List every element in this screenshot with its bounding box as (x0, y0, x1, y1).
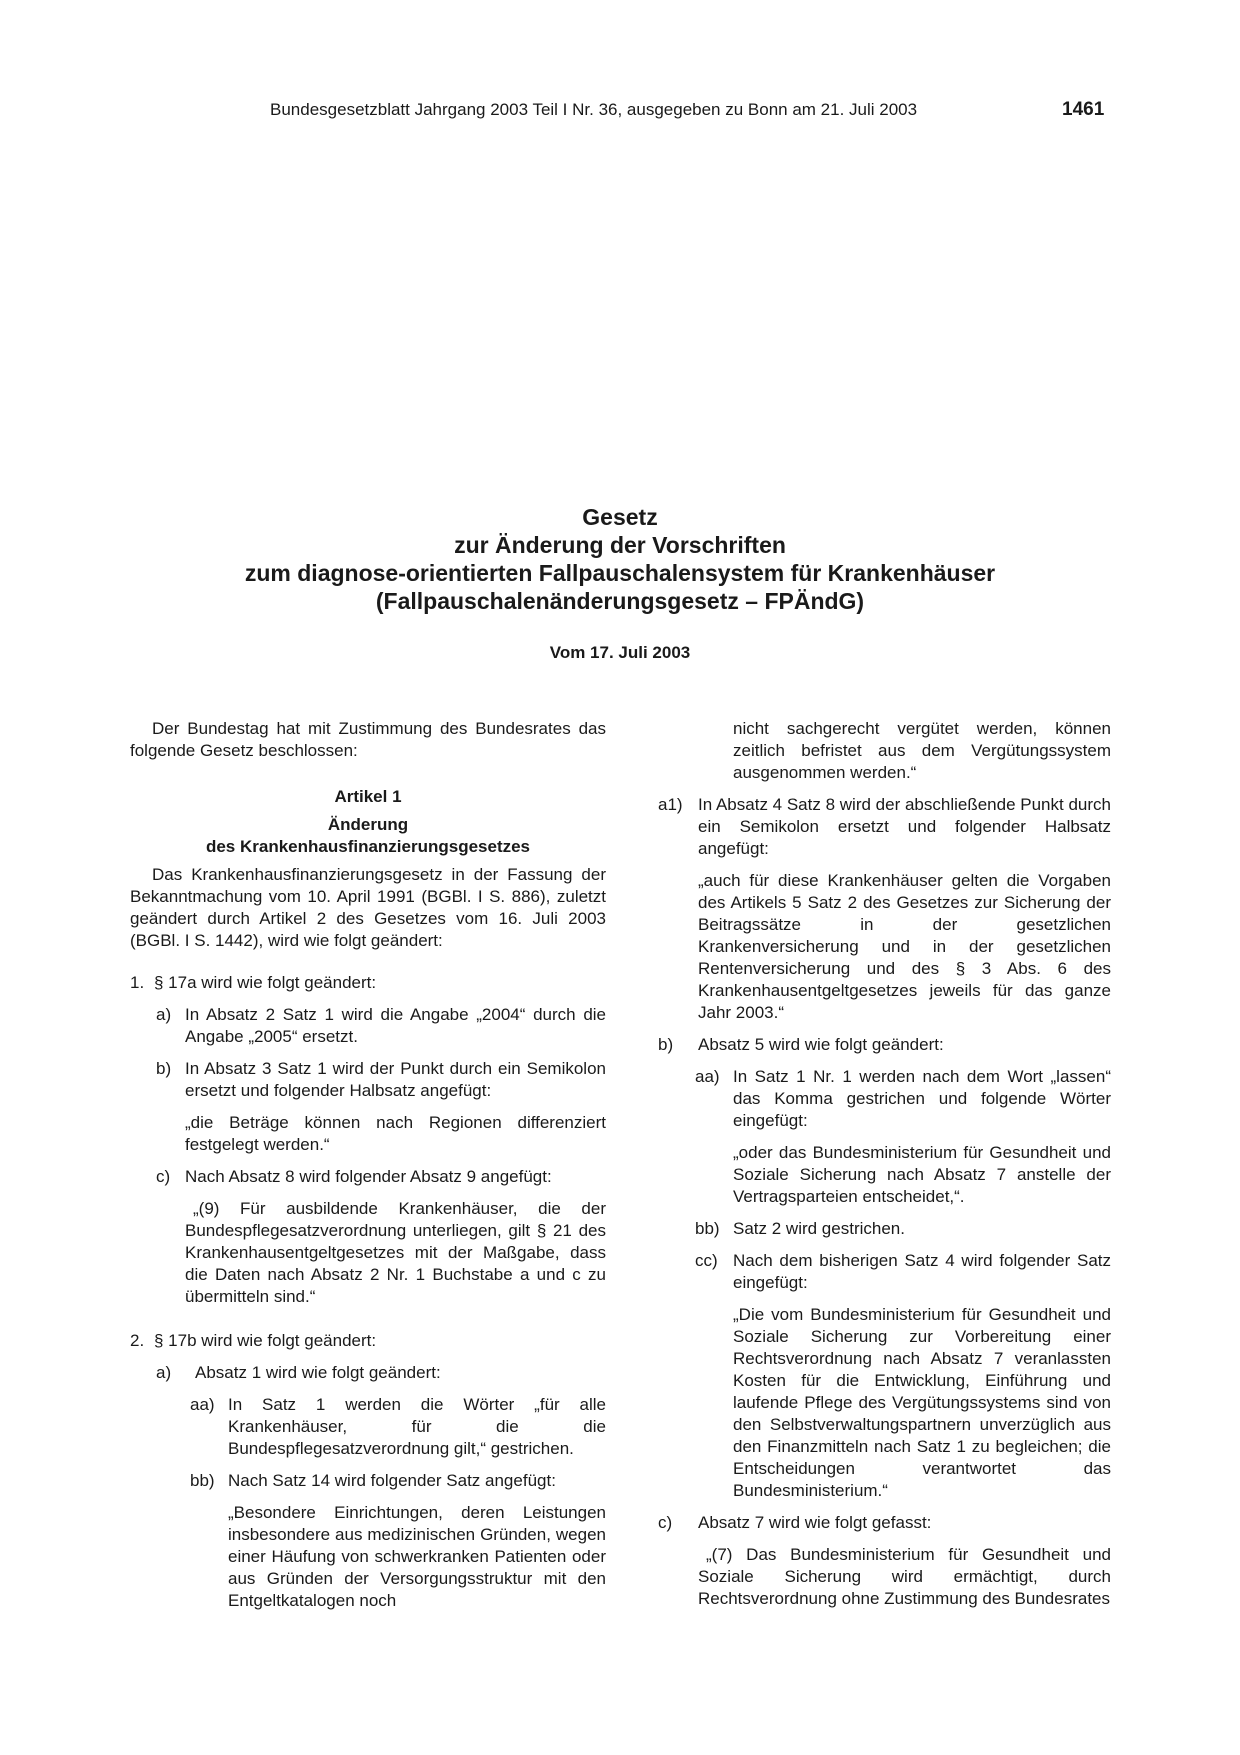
item-text: In Satz 1 Nr. 1 werden nach dem Wort „lassen“ das Komma gestrichen und folgende Wörter eingefügt: (733, 1067, 1111, 1130)
item-label: a) (156, 1363, 172, 1382)
quote-block: „(7) Das Bundesministerium für Gesundheit und Soziale Sicherung wird ermächtigt, durch Rechtsverordnung ohne Zustimmung des Bundesrates (698, 1545, 1111, 1608)
item-text: Absatz 1 wird wie folgt geändert: (195, 1363, 441, 1382)
article-title-line-2: des Krankenhausfinanzierungsgesetzes (205, 837, 531, 856)
list-item (130, 1330, 606, 1352)
page-number: 1461 (1062, 99, 1105, 120)
item-label: a) (156, 1005, 172, 1024)
item-label: c) (156, 1167, 171, 1186)
law-date: Vom 17. Juli 2003 (549, 643, 691, 662)
quote-continuation: nicht sachgerecht vergütet werden, können zeitlich befristet aus dem Vergütungssystem ausgenommen werden.“ (733, 719, 1111, 782)
item-label: bb) (190, 1471, 215, 1490)
item-text: Nach dem bisherigen Satz 4 wird folgender Satz eingefügt: (733, 1251, 1111, 1292)
header-text: Bundesgesetzblatt Jahrgang 2003 Teil I Nr. 36, ausgegeben zu Bonn am 21. Juli 2003 (270, 100, 918, 119)
title-line-4: (Fallpauschalenänderungsgesetz – FPÄndG) (375, 588, 865, 614)
item-text: Nach Satz 14 wird folgender Satz angefügt: (228, 1471, 556, 1490)
item-label: c) (658, 1513, 673, 1532)
item-text: Nach Absatz 8 wird folgender Absatz 9 angefügt: (185, 1167, 552, 1186)
item-text: § 17b wird wie folgt geändert: (154, 1331, 377, 1350)
running-header (0, 100, 1240, 124)
item-label: 2. (130, 1331, 145, 1350)
item-label: b) (658, 1035, 674, 1054)
item-label: bb) (695, 1219, 720, 1238)
list-item (130, 1166, 606, 1188)
list-item (658, 1066, 1111, 1132)
title-line-2: zur Änderung der Vorschriften (454, 532, 786, 558)
list-item (658, 1250, 1111, 1294)
item-text: In Satz 1 werden die Wörter „für alle Krankenhäuser, für die die Bundespflegesatzverordnung gilt,“ gestrichen. (228, 1395, 606, 1458)
item-text: In Absatz 3 Satz 1 wird der Punkt durch ein Semikolon ersetzt und folgender Halbsatz angefügt: (185, 1059, 606, 1100)
quote-block: „auch für diese Krankenhäuser gelten die Vorgaben des Artikels 5 Satz 2 des Gesetzes zur Sicherung der Beitragssätze in der gesetzlichen Krankenversicherung und in der gesetzlichen Rentenversicherung und des § 3 Abs. 6 des Krankenhausentgeltgesetzes jeweils für das ganze Jahr 2003.“ (698, 871, 1111, 1022)
item-label: 1. (130, 973, 145, 992)
quote-block: „die Beträge können nach Regionen differenziert festgelegt werden.“ (185, 1113, 606, 1154)
quote-block: „Die vom Bundesministerium für Gesundheit und Soziale Sicherung zur Vorbereitung einer Rechtsverordnung nach Absatz 7 veranlassten Kosten für die Entwicklung, Einführung und laufende Pflege des Vergütungssystems sind von den Selbstverwaltungspartnern unverzüglich aus den Finanzmitteln nach Satz 1 zu begleichen; die Entscheidungen verantwortet das Bundesministerium.“ (733, 1305, 1111, 1500)
law-title (0, 503, 1240, 615)
list-item (658, 1512, 1111, 1534)
title-line-1: Gesetz (582, 504, 658, 530)
item-label: aa) (190, 1395, 215, 1414)
item-label: aa) (695, 1067, 720, 1086)
item-text: Absatz 5 wird wie folgt geändert: (698, 1035, 944, 1054)
list-item (658, 794, 1111, 860)
article-paragraph: Das Krankenhausfinanzierungsgesetz in der Fassung der Bekanntmachung vom 10. April 1991 (BGBl. I S. 886), zuletzt geändert durch Artikel 2 des Gesetzes vom 16. Juli 2003 (BGBl. I S. 1442), wird wie folgt geändert: (130, 865, 606, 950)
item-text: In Absatz 2 Satz 1 wird die Angabe „2004“ durch die Angabe „2005“ ersetzt. (185, 1005, 606, 1046)
list-item (658, 1218, 1111, 1240)
item-text: § 17a wird wie folgt geändert: (154, 973, 377, 992)
left-column (130, 718, 606, 1612)
list-item (130, 972, 606, 994)
list-item (130, 1058, 606, 1102)
right-column (658, 718, 1111, 1610)
item-label: a1) (658, 795, 683, 814)
title-line-3: zum diagnose-orientierten Fallpauschalensystem für Krankenhäuser (244, 560, 996, 586)
item-text: In Absatz 4 Satz 8 wird der abschließende Punkt durch ein Semikolon ersetzt und folgender Halbsatz angefügt: (698, 795, 1111, 858)
item-text: Satz 2 wird gestrichen. (733, 1219, 905, 1238)
quote-block: „(9) Für ausbildende Krankenhäuser, die der Bundespflegesatzverordnung unterliegen, gilt § 21 des Krankenhausentgeltgesetzes mit der Maßgabe, dass die Daten nach Absatz 2 Nr. 1 Buchstabe a und c zu übermitteln sind.“ (185, 1199, 606, 1306)
list-item (130, 1004, 606, 1048)
article-title-line-1: Änderung (327, 815, 409, 834)
list-item (130, 1470, 606, 1492)
item-label: cc) (695, 1251, 718, 1270)
quote-block: „oder das Bundesministerium für Gesundheit und Soziale Sicherung nach Absatz 7 anstelle der Vertragsparteien entscheidet,“. (733, 1143, 1111, 1206)
list-item (130, 1362, 606, 1384)
article-heading: Artikel 1 (334, 787, 402, 806)
item-label: b) (156, 1059, 172, 1078)
list-item (130, 1394, 606, 1460)
quote-block: „Besondere Einrichtungen, deren Leistungen insbesondere aus medizinischen Gründen, wegen einer Häufung von schwerkranken Patienten oder aus Gründen der Versorgungsstruktur mit den Entgeltkatalogen noch (228, 1503, 606, 1610)
list-item (658, 1034, 1111, 1056)
intro-paragraph: Der Bundestag hat mit Zustimmung des Bundesrates das folgende Gesetz beschlossen: (130, 719, 606, 760)
item-text: Absatz 7 wird wie folgt gefasst: (698, 1513, 932, 1532)
